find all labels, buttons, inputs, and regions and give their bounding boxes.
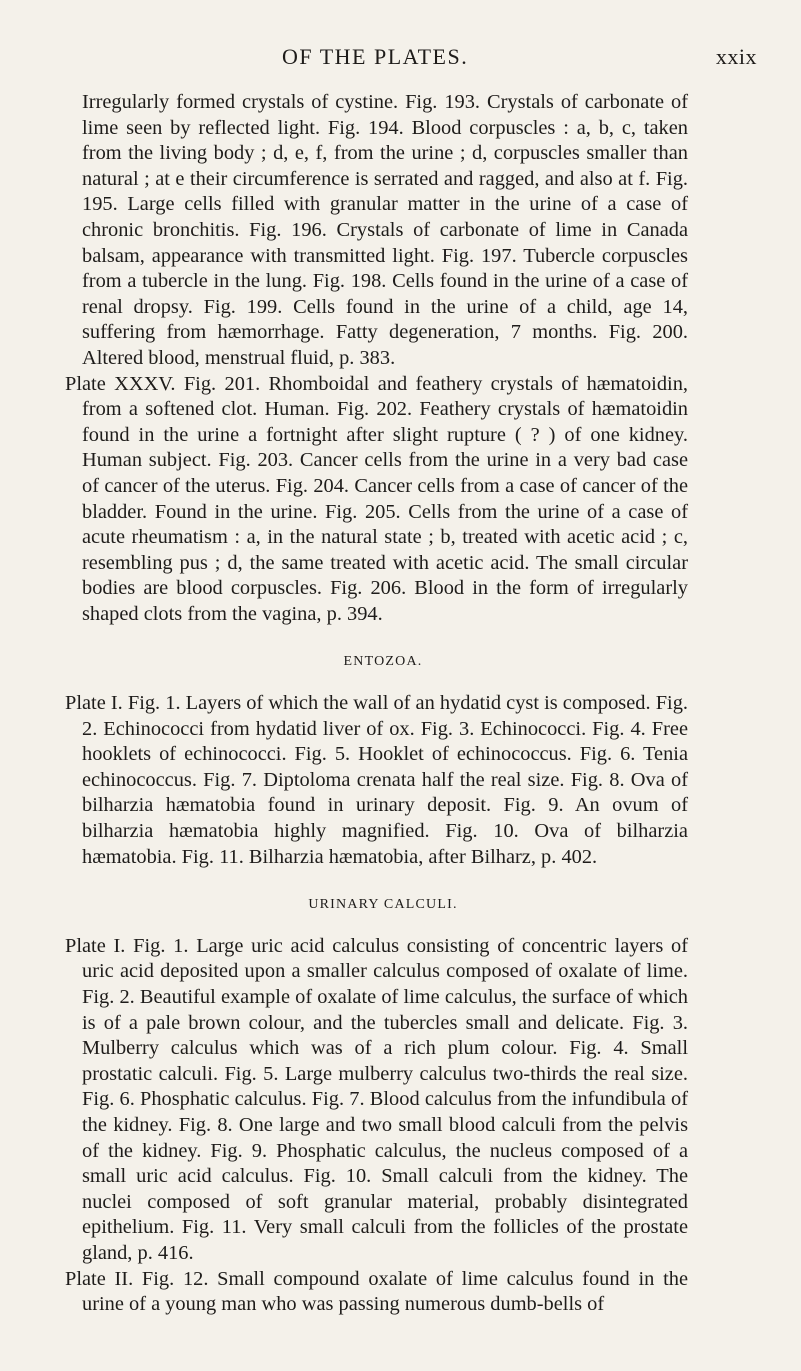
plate-xxxv-paragraph: Plate XXXV. Fig. 201. Rhomboidal and feathery crystals of hæmatoidin, from a softened clot. Human. Fig. 202. Feathery crystals of hæmatoidin found in the urine a fortnight after slight rupture ( ? ) of one kidney. Human subject. Fig. 203. Cancer cells from the urine in a very bad case of cancer of the uterus. Fig. 204. Cancer cells from a case of cancer of the bladder. Found in the urine. Fig. 205. Cells from the urine of a case of acute rheumatism : a, in the natural state ; b, treated with acetic acid ; c, resembling pus ; d, the same treated with acetic acid. The small circular bodies are blood corpuscles. Fig. 206. Blood in the form of irregularly shaped clots from the vagina, p. 394. [65, 372, 688, 625]
page-number: xxix [715, 44, 757, 69]
entozoa-plate-i-paragraph: Plate I. Fig. 1. Layers of which the wall of an hydatid cyst is composed. Fig. 2. Echinococci from hydatid liver of ox. Fig. 3. Echinococci. Fig. 4. Free hooklets of echinococci. Fig. 5. Hooklet of echinococcus. Fig. 6. Tenia echinococcus. Fig. 7. Diptoloma crenata half the real size. Fig. 8. Ova of bilharzia hæmatobia found in urinary deposit. Fig. 9. An ovum of bilharzia hæmatobia highly magnified. Fig. 10. Ova of bilharzia hæmatobia. Fig. 11. Bilharzia hæmatobia, after Bilharz, p. 402. [65, 692, 688, 868]
urinary-calculi-heading: URINARY CALCULI. [308, 897, 458, 913]
running-title: OF THE PLATES. [282, 44, 469, 69]
entozoa-heading: ENTOZOA. [343, 654, 423, 670]
calculi-plate-ii-paragraph: Plate II. Fig. 12. Small compound oxalate of lime calculus found in the urine of a young man who was passing numerous dumb-bells of [65, 1267, 688, 1316]
plate-xxxiv-continuation: Irregularly formed crystals of cystine. Fig. 193. Crystals of carbonate of lime seen by reflected light. Fig. 194. Blood corpuscles : a, b, c, taken from the living body ; d, e, f, from the urine ; d, corpuscles smaller than natural ; at e their circumference is serrated and ragged, and also at f. Fig. 195. Large cells filled with granular matter in the urine of a case of chronic bronchitis. Fig. 196. Crystals of carbonate of lime in Canada balsam, appearance with transmitted light. Fig. 197. Tubercle corpuscles from a tubercle in the lung. Fig. 198. Cells found in the urine of a case of renal dropsy. Fig. 199. Cells found in the urine of a child, age 14, suffering from hæmorrhage. Fatty degeneration, 7 months. Fig. 200. Altered blood, menstrual fluid, p. 383. [82, 91, 688, 369]
body-text [48, 90, 688, 1318]
calculi-plate-i-paragraph: Plate I. Fig. 1. Large uric acid calculus consisting of concentric layers of uric acid deposited upon a smaller calculus composed of oxalate of lime. Fig. 2. Beautiful example of oxalate of lime calculus, the surface of which is of a pale brown colour, and the tubercles small and delicate. Fig. 3. Mulberry calculus which was of a rich plum colour. Fig. 4. Small prostatic calculi. Fig. 5. Large mulberry calculus two-thirds the real size. Fig. 6. Phosphatic calculus. Fig. 7. Blood calculus from the infundibula of the kidney. Fig. 8. One large and two small blood calculi from the pelvis of the kidney. Fig. 9. Phosphatic calculus, the nucleus composed of a small uric acid calculus. Fig. 10. Small calculi from the kidney. The nuclei composed of soft granular material, probably disintegrated epithelium. Fig. 11. Very small calculi from the follicles of the prostate gland, p. 416. [65, 934, 688, 1264]
running-head [0, 44, 801, 72]
